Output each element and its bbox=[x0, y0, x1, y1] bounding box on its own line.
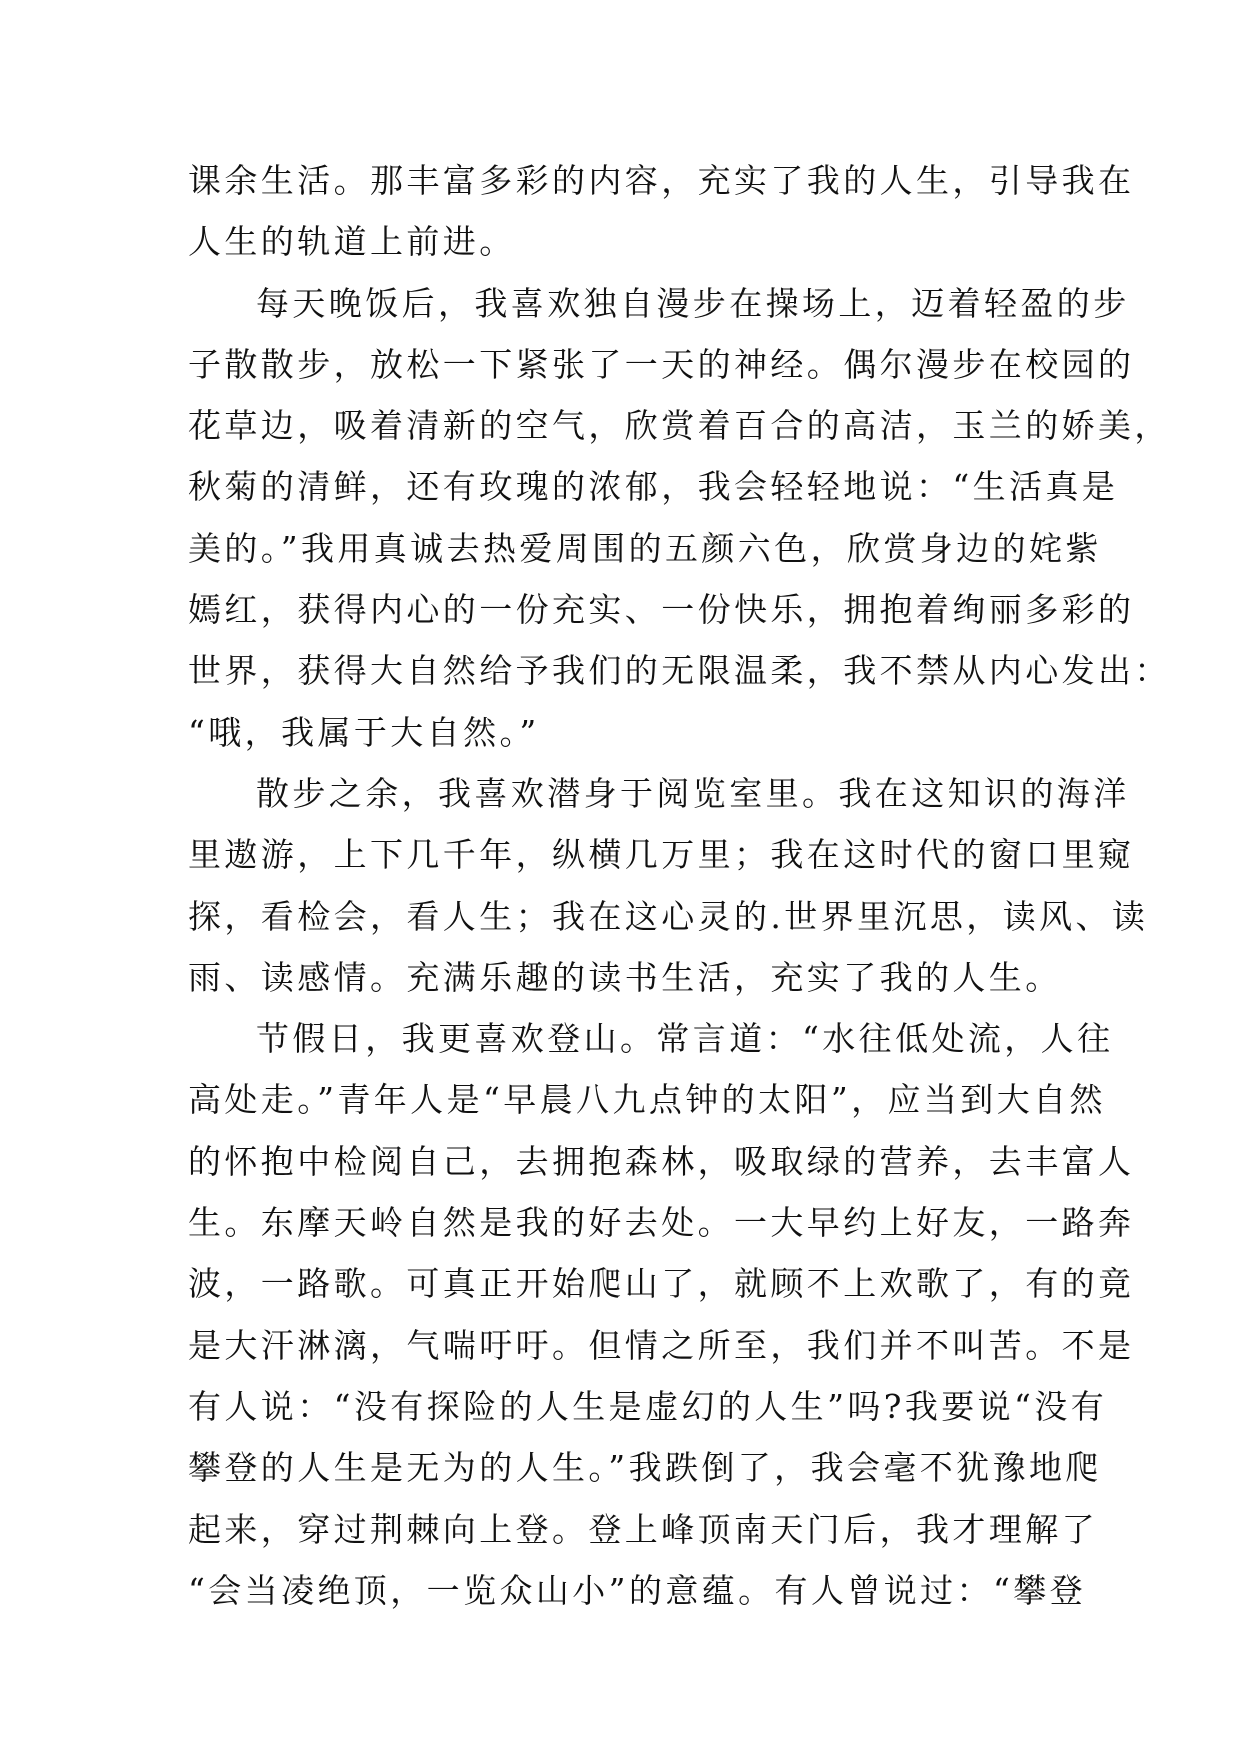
text-line: 探，看检会，看人生；我在这心灵的.世界里沉思，读风、读 bbox=[188, 896, 1149, 936]
text-line: 有人说：“没有探险的人生是虚幻的人生”吗?我要说“没有 bbox=[188, 1386, 1108, 1426]
text-line: “会当凌绝顶，一览众山小”的意蕴。有人曾说过：“攀登 bbox=[188, 1570, 1087, 1610]
text-line: 是大汗淋漓，气喘吁吁。但情之所至，我们并不叫苦。不是 bbox=[188, 1325, 1135, 1365]
text-line: 波，一路歌。可真正开始爬山了，就顾不上欢歌了，有的竟 bbox=[188, 1264, 1135, 1304]
paragraph-start-line: 节假日，我更喜欢登山。常言道：“水往低处流，人往 bbox=[256, 1019, 1114, 1059]
text-line: 里遨游，上下几千年，纵横几万里；我在这时代的窗口里窥 bbox=[188, 835, 1135, 875]
text-line: 雨、读感情。充满乐趣的读书生活，充实了我的人生。 bbox=[188, 957, 1062, 997]
text-line: 攀登的人生是无为的人生。”我跌倒了，我会毫不犹豫地爬 bbox=[188, 1448, 1102, 1488]
text-line: 秋菊的清鲜，还有玫瑰的浓郁，我会轻轻地说：“生活真是 bbox=[188, 467, 1119, 507]
paragraph-start-line: 散步之余，我喜欢潜身于阅览室里。我在这知识的海洋 bbox=[256, 773, 1130, 813]
text-line: 的怀抱中检阅自己，去拥抱森林，吸取绿的营养，去丰富人 bbox=[188, 1141, 1135, 1181]
text-line: 高处走。”青年人是“早晨八九点钟的太阳”，应当到大自然 bbox=[188, 1080, 1106, 1120]
text-line: 课余生活。那丰富多彩的内容，充实了我的人生，引导我在 bbox=[188, 161, 1135, 200]
text-line: 人生的轨道上前进。 bbox=[188, 222, 516, 262]
text-line: 美的。”我用真诚去热爱周围的五颜六色，欣赏身边的姹紫 bbox=[188, 528, 1102, 568]
paragraph-start-line: 每天晚饭后，我喜欢独自漫步在操场上，迈着轻盈的步 bbox=[256, 283, 1130, 323]
essay-body bbox=[188, 150, 1171, 1621]
text-line: “哦，我属于大自然。” bbox=[188, 712, 540, 752]
text-line: 生。东摩天岭自然是我的好去处。一大早约上好友，一路奔 bbox=[188, 1203, 1135, 1243]
text-line: 世界，获得大自然给予我们的无限温柔，我不禁从内心发出： bbox=[188, 651, 1171, 691]
text-line: 起来，穿过荆棘向上登。登上峰顶南天门后，我才理解了 bbox=[188, 1509, 1098, 1549]
text-line: 嫣红，获得内心的一份充实、一份快乐，拥抱着绚丽多彩的 bbox=[188, 590, 1135, 630]
text-line: 花草边，吸着清新的空气，欣赏着百合的高洁，玉兰的娇美， bbox=[188, 406, 1171, 446]
text-line: 子散散步，放松一下紧张了一天的神经。偶尔漫步在校园的 bbox=[188, 344, 1135, 384]
